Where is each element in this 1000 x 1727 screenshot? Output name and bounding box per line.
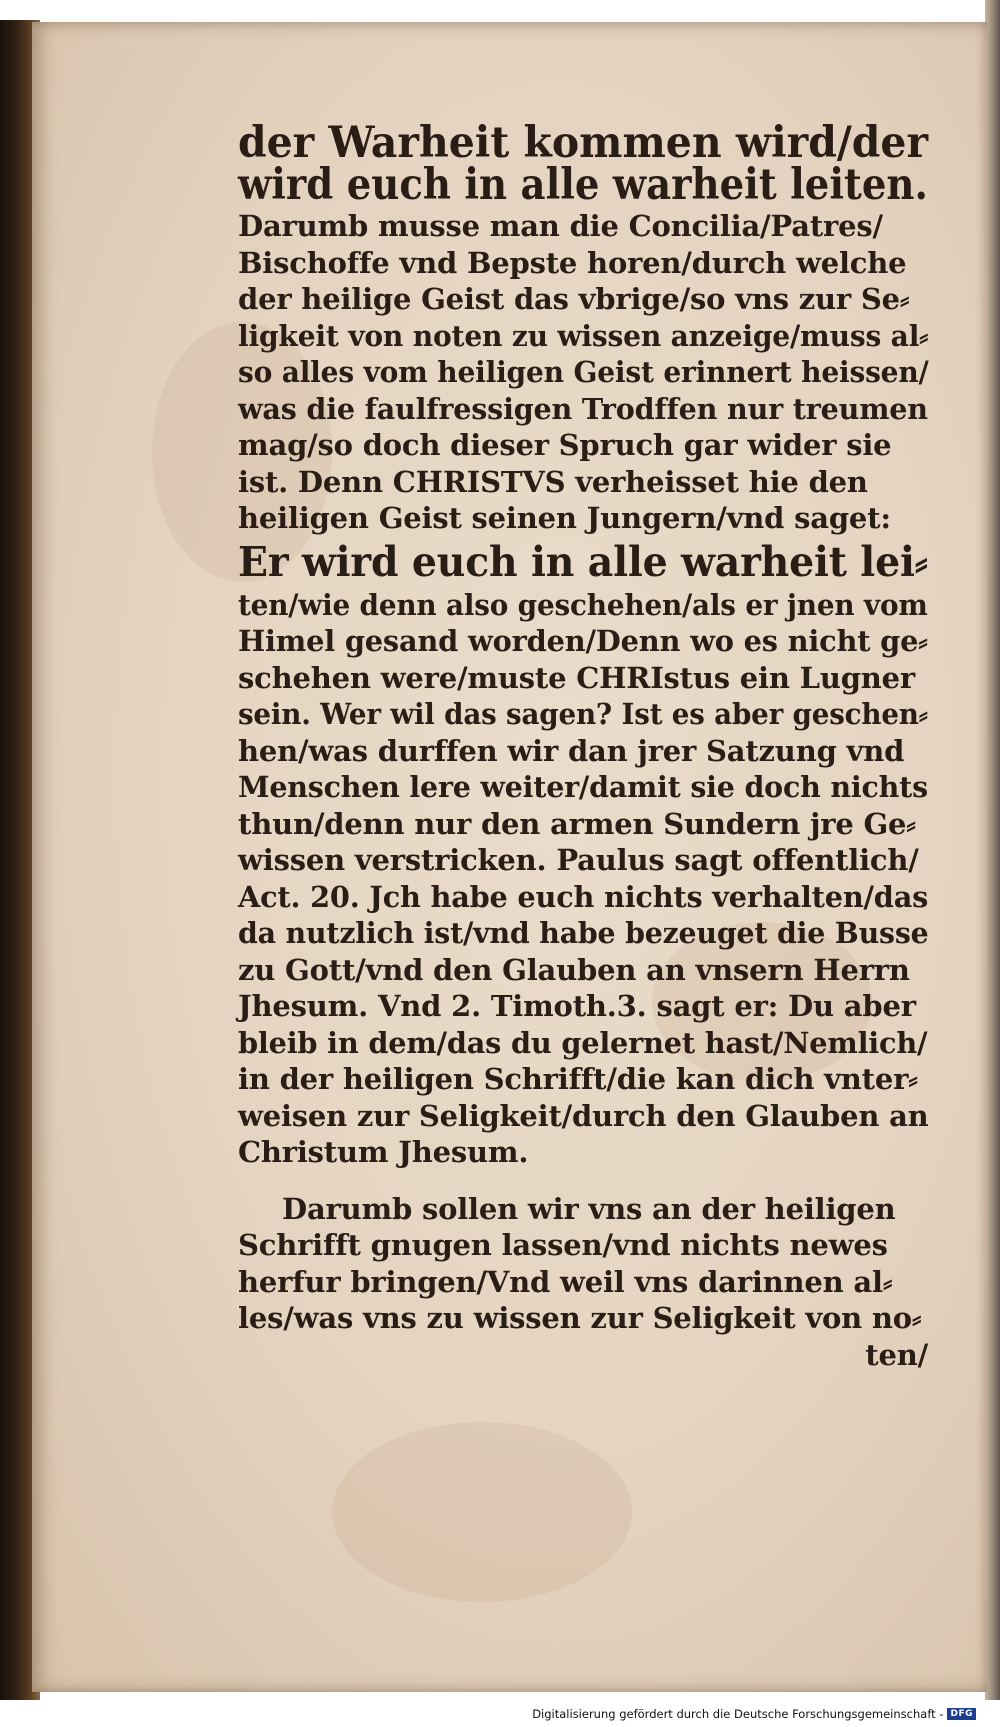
text-line: herfur bringen/Vnd weil vns darinnen al⸗: [238, 1264, 893, 1299]
text-line: sein. Wer wil das sagen? Ist es aber geschen⸗: [238, 697, 928, 731]
dfg-logo: DFG: [947, 1708, 976, 1720]
text-line: ligkeit von noten zu wissen anzeige/muss al⸗: [238, 318, 929, 353]
text-line: hen/was durffen wir dan jrer Satzung vnd: [238, 733, 905, 768]
catchword: ten/: [865, 1337, 928, 1372]
text-line: Christum Jhesum.: [238, 1135, 529, 1169]
text-line: in der heiligen Schrifft/die kan dich vnter⸗: [238, 1062, 918, 1096]
text-line: zu Gott/vnd den Glauben an vnsern Herrn: [238, 952, 910, 987]
text-line: so alles vom heiligen Geist erinnert heissen/: [238, 355, 929, 389]
text-line: Jhesum. Vnd 2. Timoth.3. sagt er: Du aber: [238, 989, 916, 1023]
text-line: mag/so doch dieser Spruch gar wider sie: [238, 428, 892, 462]
text-line: Bischoffe vnd Bepste horen/durch welche: [238, 245, 907, 280]
text-line: Himel gesand worden/Denn wo es nicht ge⸗: [238, 624, 928, 658]
text-line: Act. 20. Jch habe euch nichts verhalten/das: [238, 879, 929, 914]
text-line: ist. Denn CHRISTVS verheisset hie den: [238, 464, 868, 499]
text-line: der Warheit kommen wird/der: [238, 118, 929, 168]
book-fore-edge: [985, 0, 1000, 1700]
text-line: Darumb musse man die Concilia/Patres/: [238, 209, 883, 243]
text-line: was die faulfressigen Trodffen nur treumen: [238, 391, 928, 426]
paragraph-first-line: Darumb sollen wir vns an der heiligen: [282, 1191, 896, 1226]
text-line: ten/wie denn also geschehen/als er jnen vom: [238, 587, 928, 622]
text-line: wird euch in alle warheit leiten.: [238, 160, 928, 210]
text-line: heiligen Geist seinen Jungern/vnd saget:: [238, 501, 891, 535]
text-line: wissen verstricken. Paulus sagt offentlich/: [238, 843, 919, 877]
paper-stain: [332, 1422, 632, 1602]
text-line: der heilige Geist das vbrige/so vns zur Se⸗: [238, 282, 910, 316]
text-line: Schrifft gnugen lassen/vnd nichts newes: [238, 1228, 888, 1262]
text-line: thun/denn nur den armen Sundern jre Ge⸗: [238, 806, 916, 841]
credit-text: Digitalisierung gefördert durch die Deutsche Forschungsgemeinschaft -: [532, 1707, 944, 1721]
text-line: weisen zur Seligkeit/durch den Glauben an: [238, 1098, 929, 1133]
text-line: da nutzlich ist/vnd habe bezeuget die Busse: [238, 916, 929, 950]
text-line: Er wird euch in alle warheit lei⸗: [238, 537, 928, 586]
digitization-credit: [532, 1704, 976, 1724]
text-line: bleib in dem/das du gelernet hast/Nemlich/: [238, 1025, 928, 1060]
text-line: Menschen lere weiter/damit sie doch nichts: [238, 770, 928, 804]
text-line: schehen were/muste CHRIstus ein Lugner: [238, 660, 916, 695]
body-text: [238, 118, 928, 1373]
text-line: les/was vns zu wissen zur Seligkeit von no⸗: [238, 1301, 922, 1335]
